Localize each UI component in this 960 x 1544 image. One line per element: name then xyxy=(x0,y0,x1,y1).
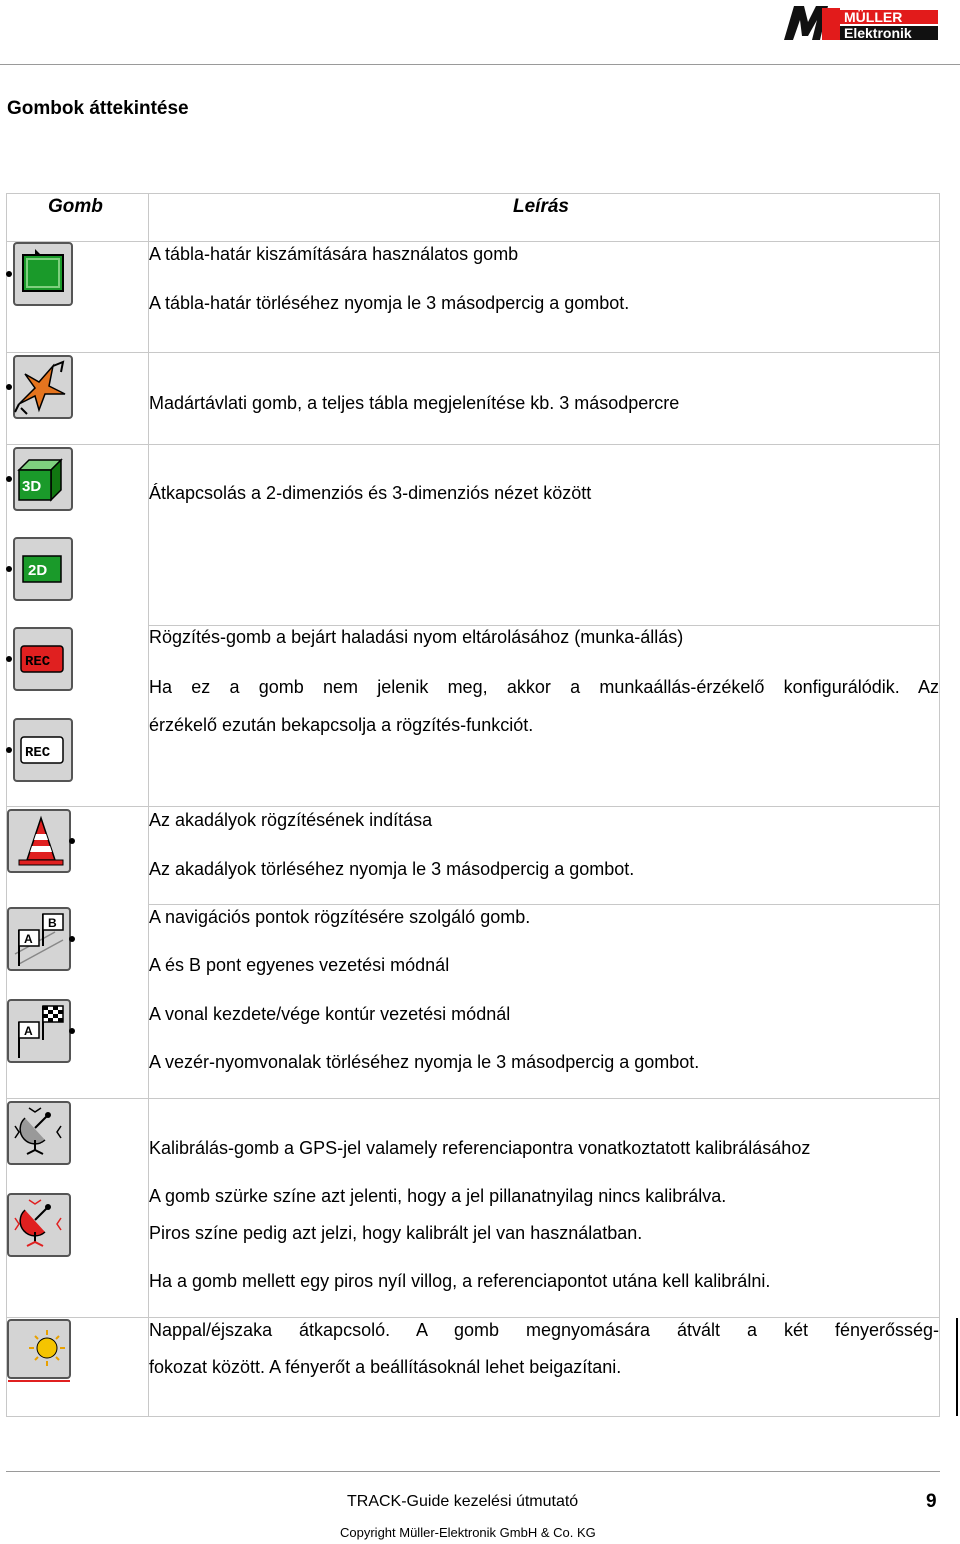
gps-calibration-red-icon xyxy=(5,1192,75,1258)
header-button: Gomb xyxy=(48,196,103,217)
icon-rec-active-label: REC xyxy=(25,654,51,670)
row-4-line-2: Ha ez a gomb nem jelenik meg, akkor a munkaállás-érzékelő konfigurálódik. Az xyxy=(149,677,939,697)
row-8-line-2: fokozat között. A fényerőt a beállításoknál lehet beigazítani. xyxy=(149,1357,622,1377)
view-2d-icon xyxy=(5,536,75,602)
row-divider xyxy=(6,806,940,807)
row-6-line-4: A vezér-nyomvonalak törléséhez nyomja le 3 másodpercig a gombot. xyxy=(149,1052,700,1072)
muller-elektronik-logo xyxy=(780,2,940,44)
icon-flag-a2-label: A xyxy=(24,1024,33,1038)
section-title: Gombok áttekintése xyxy=(7,98,189,119)
header-rule xyxy=(0,64,960,65)
row-8-line-1: Nappal/éjszaka átkapcsoló. A gomb megnyomására átvált a két fényerősség- xyxy=(149,1320,939,1340)
row-1-line-1: A tábla-határ kiszámítására használatos gomb xyxy=(149,244,519,264)
row-divider xyxy=(148,904,940,905)
footer-manual-title: TRACK-Guide kezelési útmutató xyxy=(347,1493,579,1510)
row-6-line-2: A és B pont egyenes vezetési módnál xyxy=(149,955,450,975)
row-divider xyxy=(6,352,940,353)
page-number: 9 xyxy=(926,1491,937,1512)
row-divider xyxy=(6,1098,940,1099)
row-7-line-2: A gomb szürke színe azt jelenti, hogy a jel pillanatnyilag nincs kalibrálva. xyxy=(149,1186,727,1206)
header-description: Leírás xyxy=(513,196,569,217)
gps-calibration-gray-icon xyxy=(5,1100,75,1166)
ab-flags-icon xyxy=(5,906,75,972)
row-divider xyxy=(6,1317,940,1318)
view-3d-icon xyxy=(5,446,75,512)
change-bar xyxy=(956,1318,958,1416)
row-5-line-1: Az akadályok rögzítésének indítása xyxy=(149,810,433,830)
row-divider xyxy=(6,444,940,445)
row-1-line-2: A tábla-határ törléséhez nyomja le 3 másodpercig a gombot. xyxy=(149,293,630,313)
row-6-line-1: A navigációs pontok rögzítésére szolgáló gomb. xyxy=(149,907,531,927)
obstacle-cone-icon xyxy=(5,808,75,874)
row-4-line-3: érzékelő ezután bekapcsolja a rögzítés-funkciót. xyxy=(149,715,534,735)
footer-rule xyxy=(6,1471,940,1472)
icon-3d-label: 3D xyxy=(22,478,42,495)
row-5-line-2: Az akadályok törléséhez nyomja le 3 másodpercig a gombot. xyxy=(149,859,635,879)
record-active-icon xyxy=(5,626,75,692)
icon-flag-a-label: A xyxy=(24,932,33,946)
row-7-line-4: Ha a gomb mellett egy piros nyíl villog, a referenciapontot utána kell kalibrálni. xyxy=(149,1271,771,1291)
row-7-line-1: Kalibrálás-gomb a GPS-jel valamely referenciapontra vonatkoztatott kalibrálásához xyxy=(149,1138,811,1158)
birds-eye-view-icon xyxy=(5,354,75,420)
field-boundary-icon xyxy=(5,241,75,307)
row-3-line-1: Átkapcsolás a 2-dimenziós és 3-dimenziós nézet között xyxy=(149,483,592,503)
logo-text-bottom: Elektronik xyxy=(844,25,912,41)
row-7-line-3: Piros színe pedig azt jelzi, hogy kalibrált jel van használatban. xyxy=(149,1223,643,1243)
icon-2d-label: 2D xyxy=(28,562,48,579)
logo-text-top: MÜLLER xyxy=(844,9,903,25)
record-inactive-icon xyxy=(5,717,75,783)
row-4-line-1: Rögzítés-gomb a bejárt haladási nyom eltárolásához (munka-állás) xyxy=(149,627,684,647)
row-6-line-3: A vonal kezdete/vége kontúr vezetési módnál xyxy=(149,1004,511,1024)
day-night-icon xyxy=(5,1318,75,1384)
footer-copyright: Copyright Müller-Elektronik GmbH & Co. KG xyxy=(340,1525,596,1540)
a-checkered-flag-icon xyxy=(5,998,75,1064)
row-2-line-1: Madártávlati gomb, a teljes tábla megjelenítése kb. 3 másodpercre xyxy=(149,393,680,413)
header-divider xyxy=(6,241,940,242)
icon-flag-b-label: B xyxy=(48,916,57,930)
icon-rec-inactive-label: REC xyxy=(25,745,51,761)
